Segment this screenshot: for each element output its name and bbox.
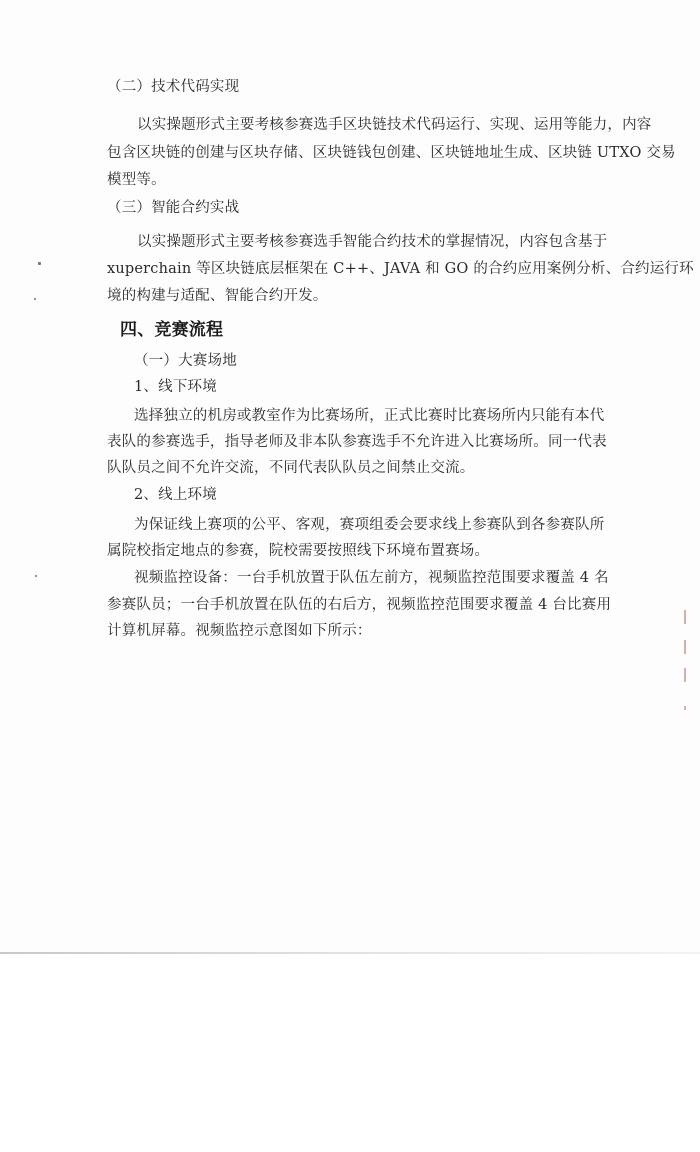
scan-speck (34, 298, 36, 300)
paragraph-line: 表队的参赛选手，指导老师及非本队参赛选手不允许进入比赛场所。同一代表 (107, 434, 607, 450)
paragraph-line: 选择独立的机房或教室作为比赛场所，正式比赛时比赛场所内只能有本代 (134, 408, 605, 424)
section-heading-code: （二）技术代码实现 (107, 79, 240, 95)
paragraph-line: 参赛队员；一台手机放置在队伍的右后方，视频监控范围要求覆盖 4 台比赛用 (107, 597, 612, 613)
item-title-online: 2、线上环境 (134, 487, 217, 503)
item-title-offline: 1、线下环境 (134, 379, 217, 395)
paragraph-line: 计算机屏幕。视频监控示意图如下所示： (107, 623, 372, 639)
paragraph-line: 视频监控设备：一台手机放置于队伍左前方，视频监控范围要求覆盖 4 名 (134, 570, 609, 586)
edge-mark (684, 706, 686, 710)
paragraph-line: 模型等。 (107, 172, 166, 188)
paragraph-line: 为保证线上赛项的公平、客观，赛项组委会要求线上参赛队到各参赛队所 (134, 517, 605, 533)
edge-mark (684, 668, 686, 682)
scan-speck (38, 262, 41, 265)
section-heading-contract: （三）智能合约实战 (107, 200, 240, 216)
paragraph-line: 属院校指定地点的参赛，院校需要按照线下环境布置赛场。 (107, 543, 490, 559)
paragraph-line: 以实操题形式主要考核参赛选手区块链技术代码运行、实现、运用等能力，内容 (137, 117, 652, 133)
paragraph-line: xuperchain 等区块链底层框架在 C++、JAVA 和 GO 的合约应用案例分析、合约运行环 (107, 261, 694, 277)
edge-mark (684, 640, 686, 654)
paragraph-line: 境的构建与适配、智能合约开发。 (107, 288, 328, 304)
paragraph-line: 包含区块链的创建与区块存储、区块链钱包创建、区块链地址生成、区块链 UTXO 交易 (107, 145, 676, 161)
paragraph-line: 以实操题形式主要考核参赛选手智能合约技术的掌握情况，内容包含基于 (137, 234, 608, 250)
subsection-heading-venue: （一）大赛场地 (134, 353, 237, 369)
part-heading-process: 四、竞赛流程 (120, 320, 224, 340)
scan-speck (35, 575, 37, 577)
paragraph-line: 队队员之间不允许交流，不同代表队队员之间禁止交流。 (107, 460, 475, 476)
blank-area (0, 954, 700, 1152)
edge-mark (684, 610, 686, 624)
